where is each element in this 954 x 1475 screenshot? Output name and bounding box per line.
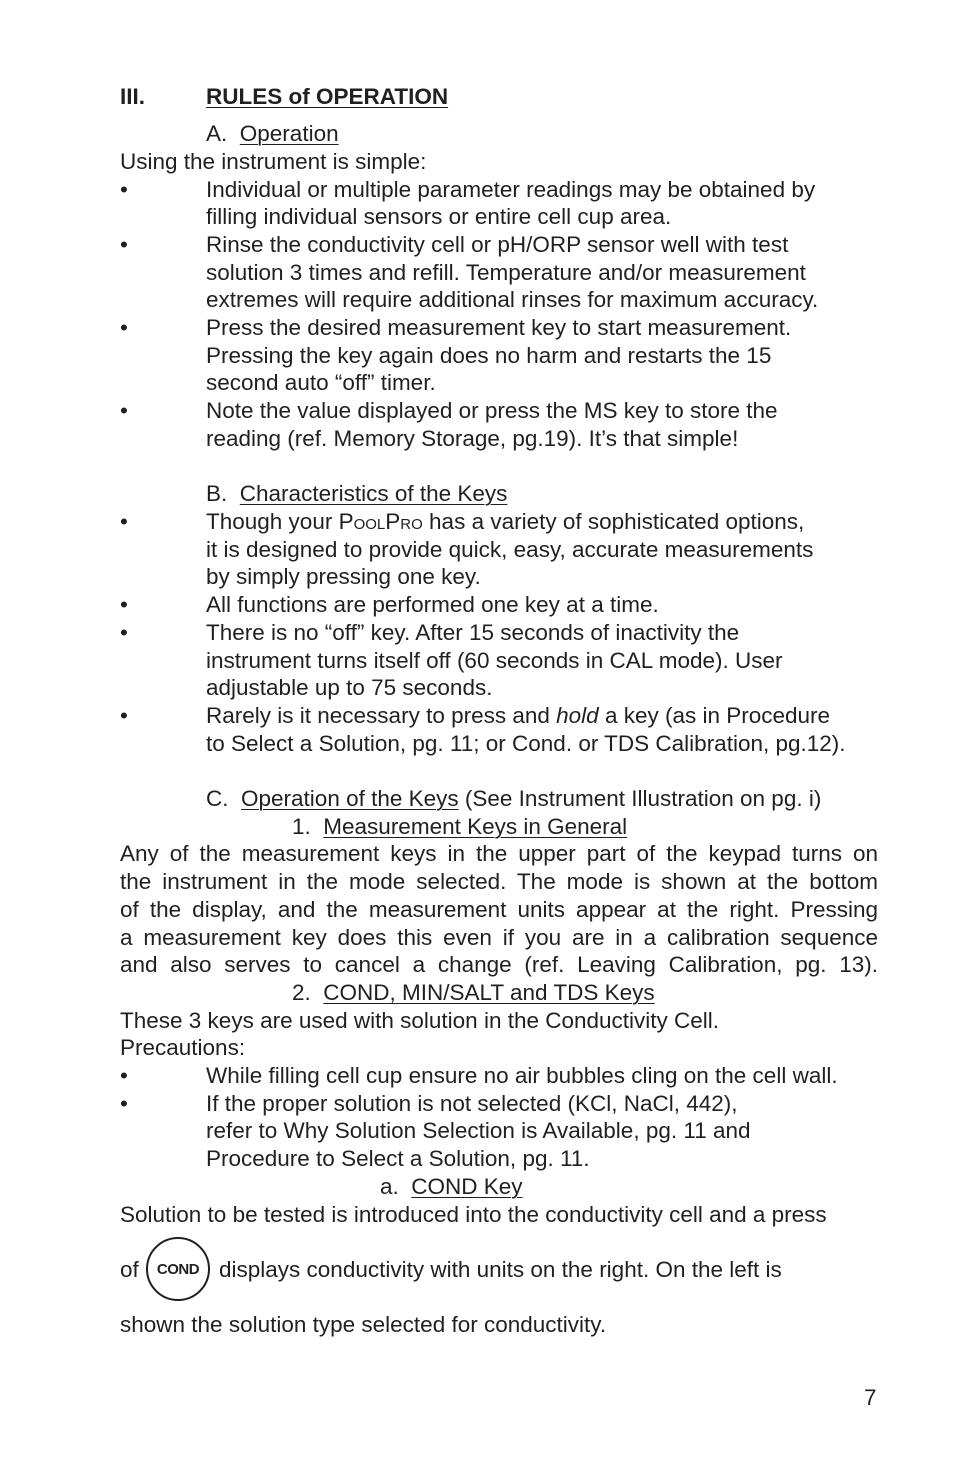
page-number: 7 bbox=[864, 1385, 877, 1410]
c1-paragraph-line-4: a measurement key does this even if you are in a calibration sequence bbox=[120, 925, 878, 950]
keys-bullet-1-line-3: by simply pressing one key. bbox=[206, 564, 481, 589]
precaution-bullet-2-line-3: Procedure to Select a Solution, pg. 11. bbox=[206, 1146, 590, 1171]
keys-bullet-3-line-2: instrument turns itself off (60 seconds in CAL mode). User bbox=[206, 648, 783, 673]
subsection-a-heading: A. Operation bbox=[206, 121, 339, 146]
cond-key-paragraph-line-3: shown the solution type selected for conductivity. bbox=[120, 1312, 607, 1337]
cond-key-paragraph-line-2: displays conductivity with units on the right. On the left is bbox=[219, 1257, 782, 1282]
bullet-marker: • bbox=[120, 315, 128, 340]
keys-bullet-3-line-3: adjustable up to 75 seconds. bbox=[206, 675, 493, 700]
bullet-marker: • bbox=[120, 592, 128, 617]
bullet-marker: • bbox=[120, 177, 128, 202]
keys-bullet-1-line-2: it is designed to provide quick, easy, accurate measurements bbox=[206, 537, 814, 562]
keys-bullet-1-line-1: Though your POOLPRO has a variety of sophisticated options, bbox=[206, 509, 805, 534]
keys-bullet-2: All functions are performed one key at a time. bbox=[206, 592, 659, 617]
keys-bullet-4-line-2: to Select a Solution, pg. 11; or Cond. or TDS Calibration, pg.12). bbox=[206, 731, 846, 756]
operation-bullet-2-line-1: Rinse the conductivity cell or pH/ORP sensor well with test bbox=[206, 232, 789, 257]
operation-bullet-3-line-2: Pressing the key again does no harm and restarts the 15 bbox=[206, 343, 772, 368]
bullet-marker: • bbox=[120, 509, 128, 534]
cond-key-icon: COND bbox=[146, 1237, 210, 1301]
operation-bullet-2-line-2: solution 3 times and refill. Temperature and/or measurement bbox=[206, 260, 806, 285]
bullet-marker: • bbox=[120, 232, 128, 257]
keys-bullet-3-line-1: There is no “off” key. After 15 seconds of inactivity the bbox=[206, 620, 740, 645]
cond-key-paragraph-line-1: Solution to be tested is introduced into the conductivity cell and a press bbox=[120, 1202, 827, 1227]
subsection-ca-heading: a. COND Key bbox=[380, 1174, 523, 1199]
operation-bullet-1-line-1: Individual or multiple parameter readings may be obtained by bbox=[206, 177, 816, 202]
subsection-c-heading: C. Operation of the Keys (See Instrument Illustration on pg. i) bbox=[206, 786, 822, 811]
subsection-c1-heading: 1. Measurement Keys in General bbox=[292, 814, 628, 839]
c1-paragraph-line-5: and also serves to cancel a change (ref. Leaving Calibration, pg. 13). bbox=[120, 952, 878, 977]
operation-intro: Using the instrument is simple: bbox=[120, 149, 427, 174]
c2-intro: These 3 keys are used with solution in the Conductivity Cell. bbox=[120, 1008, 720, 1033]
operation-bullet-4-line-2: reading (ref. Memory Storage, pg.19). It’s that simple! bbox=[206, 426, 739, 451]
section-title: RULES of OPERATION bbox=[206, 84, 449, 109]
cond-key-paragraph-of: of bbox=[120, 1257, 139, 1282]
bullet-marker: • bbox=[120, 703, 128, 728]
subsection-b-heading: B. Characteristics of the Keys bbox=[206, 481, 508, 506]
precautions-label: Precautions: bbox=[120, 1035, 246, 1060]
c1-paragraph-line-1: Any of the measurement keys in the upper part of the keypad turns on bbox=[120, 841, 878, 866]
precaution-bullet-1: While filling cell cup ensure no air bubbles cling on the cell wall. bbox=[206, 1063, 838, 1088]
bullet-marker: • bbox=[120, 398, 128, 423]
operation-bullet-4-line-1: Note the value displayed or press the MS key to store the bbox=[206, 398, 778, 423]
operation-bullet-3-line-3: second auto “off” timer. bbox=[206, 370, 436, 395]
section-number: III. bbox=[120, 84, 146, 109]
bullet-marker: • bbox=[120, 1063, 128, 1088]
precaution-bullet-2-line-2: refer to Why Solution Selection is Available, pg. 11 and bbox=[206, 1118, 751, 1143]
bullet-marker: • bbox=[120, 620, 128, 645]
operation-bullet-2-line-3: extremes will require additional rinses for maximum accuracy. bbox=[206, 287, 819, 312]
subsection-c2-heading: 2. COND, MIN/SALT and TDS Keys bbox=[292, 980, 655, 1005]
precaution-bullet-2-line-1: If the proper solution is not selected (KCl, NaCl, 442), bbox=[206, 1091, 738, 1116]
operation-bullet-1-line-2: filling individual sensors or entire cell cup area. bbox=[206, 204, 672, 229]
c1-paragraph-line-3: of the display, and the measurement units appear at the right. Pressing bbox=[120, 897, 878, 922]
operation-bullet-3-line-1: Press the desired measurement key to start measurement. bbox=[206, 315, 792, 340]
keys-bullet-4-line-1: Rarely is it necessary to press and hold a key (as in Procedure bbox=[206, 703, 831, 728]
c1-paragraph-line-2: the instrument in the mode selected. The mode is shown at the bottom bbox=[120, 869, 878, 894]
bullet-marker: • bbox=[120, 1091, 128, 1116]
